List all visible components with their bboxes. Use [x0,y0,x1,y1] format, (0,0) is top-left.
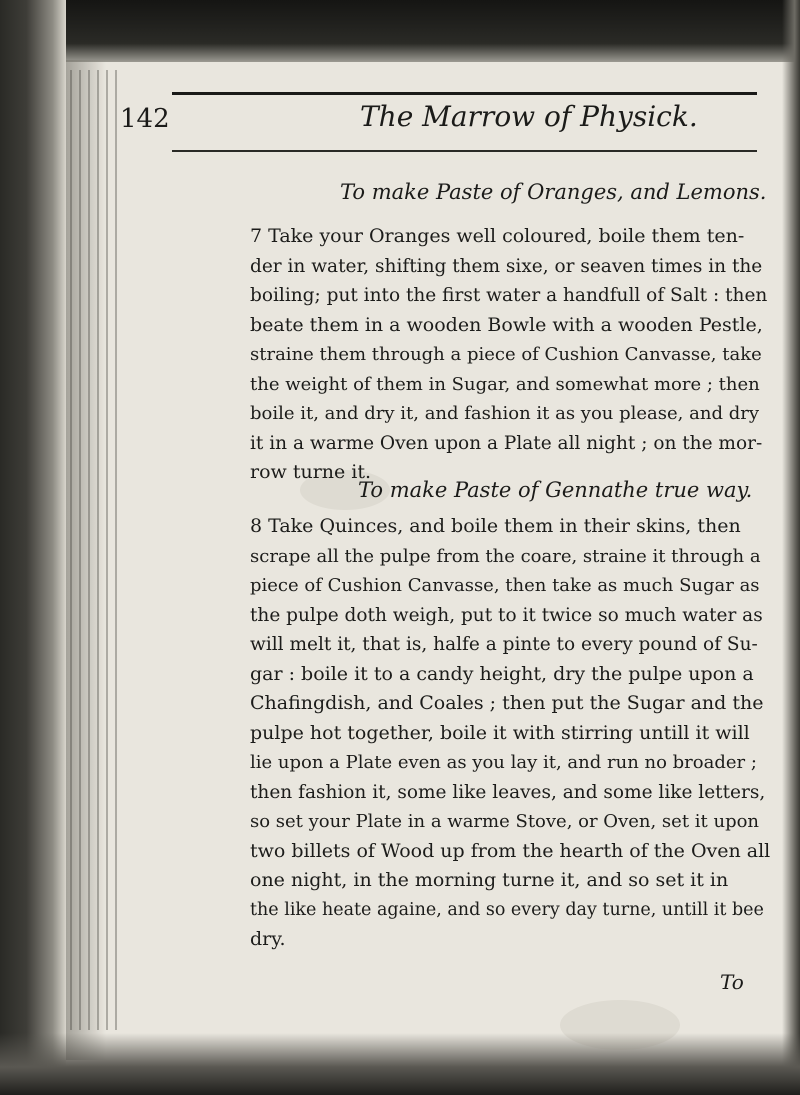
paper-stain [560,1000,680,1050]
text-line: one night, in the morning turne it, and so set it in [250,869,729,891]
text-line: dry. [250,928,286,950]
scan-edge-top [0,0,800,62]
text-line: then fashion it, some like leaves, and some like letters, [250,781,766,803]
text-line: straine them through a piece of Cushion Canvasse, take [250,344,762,365]
scan-edge-right [782,0,800,1095]
text-line: it in a warme Oven upon a Plate all night ; on the mor- [250,432,763,454]
text-line: piece of Cushion Canvasse, then take as much Sugar as [250,575,760,596]
text-line: scrape all the pulpe from the coare, straine it through a [250,545,761,567]
page-number: 142 [120,104,170,134]
recipe-paragraph [250,222,770,488]
text-line: row turne it. [250,461,372,483]
text-line: gar : boile it to a candy height, dry the pulpe upon a [250,662,754,685]
catchword: To [720,970,744,994]
text-line: boiling; put into the first water a handfull of Salt : then [250,285,768,306]
header-rule [172,150,757,152]
text-line: two billets of Wood up from the hearth of the Oven all [250,839,771,862]
text-line: 7 Take your Oranges well coloured, boile them ten- [250,225,745,247]
section-heading: To make Paste of Oranges, and Lemons. [340,180,767,204]
text-line: der in water, shifting them sixe, or seaven times in the [250,255,763,277]
text-line: so set your Plate in a warme Stove, or Oven, set it upon [250,811,760,832]
binding-spine [70,70,120,1030]
section-heading: To make Paste of Gennathe true way. [358,478,753,502]
text-line: Chafingdish, and Coales ; then put the Sugar and the [250,692,764,714]
text-line: lie upon a Plate even as you lay it, and run no broader ; [250,752,757,773]
text-line: will melt it, that is, halfe a pinte to every pound of Su- [250,634,758,655]
text-line: the pulpe doth weigh, put to it twice so much water as [250,604,763,626]
text-line: pulpe hot together, boile it with stirring untill it will [250,721,750,744]
text-line: the like heate againe, and so every day turne, untill it bee [250,899,764,920]
running-title: The Marrow of Physick. [360,100,698,133]
top-rule [172,92,757,95]
text-line: the weight of them in Sugar, and somewhat more ; then [250,373,760,395]
text-line: boile it, and dry it, and fashion it as you please, and dry [250,403,759,424]
text-line: beate them in a wooden Bowle with a wooden Pestle, [250,313,763,336]
text-line: 8 Take Quinces, and boile them in their skins, then [250,515,741,537]
scan-edge-bottom [0,1033,800,1095]
scan-edge-left [0,0,66,1095]
recipe-paragraph [250,512,770,955]
